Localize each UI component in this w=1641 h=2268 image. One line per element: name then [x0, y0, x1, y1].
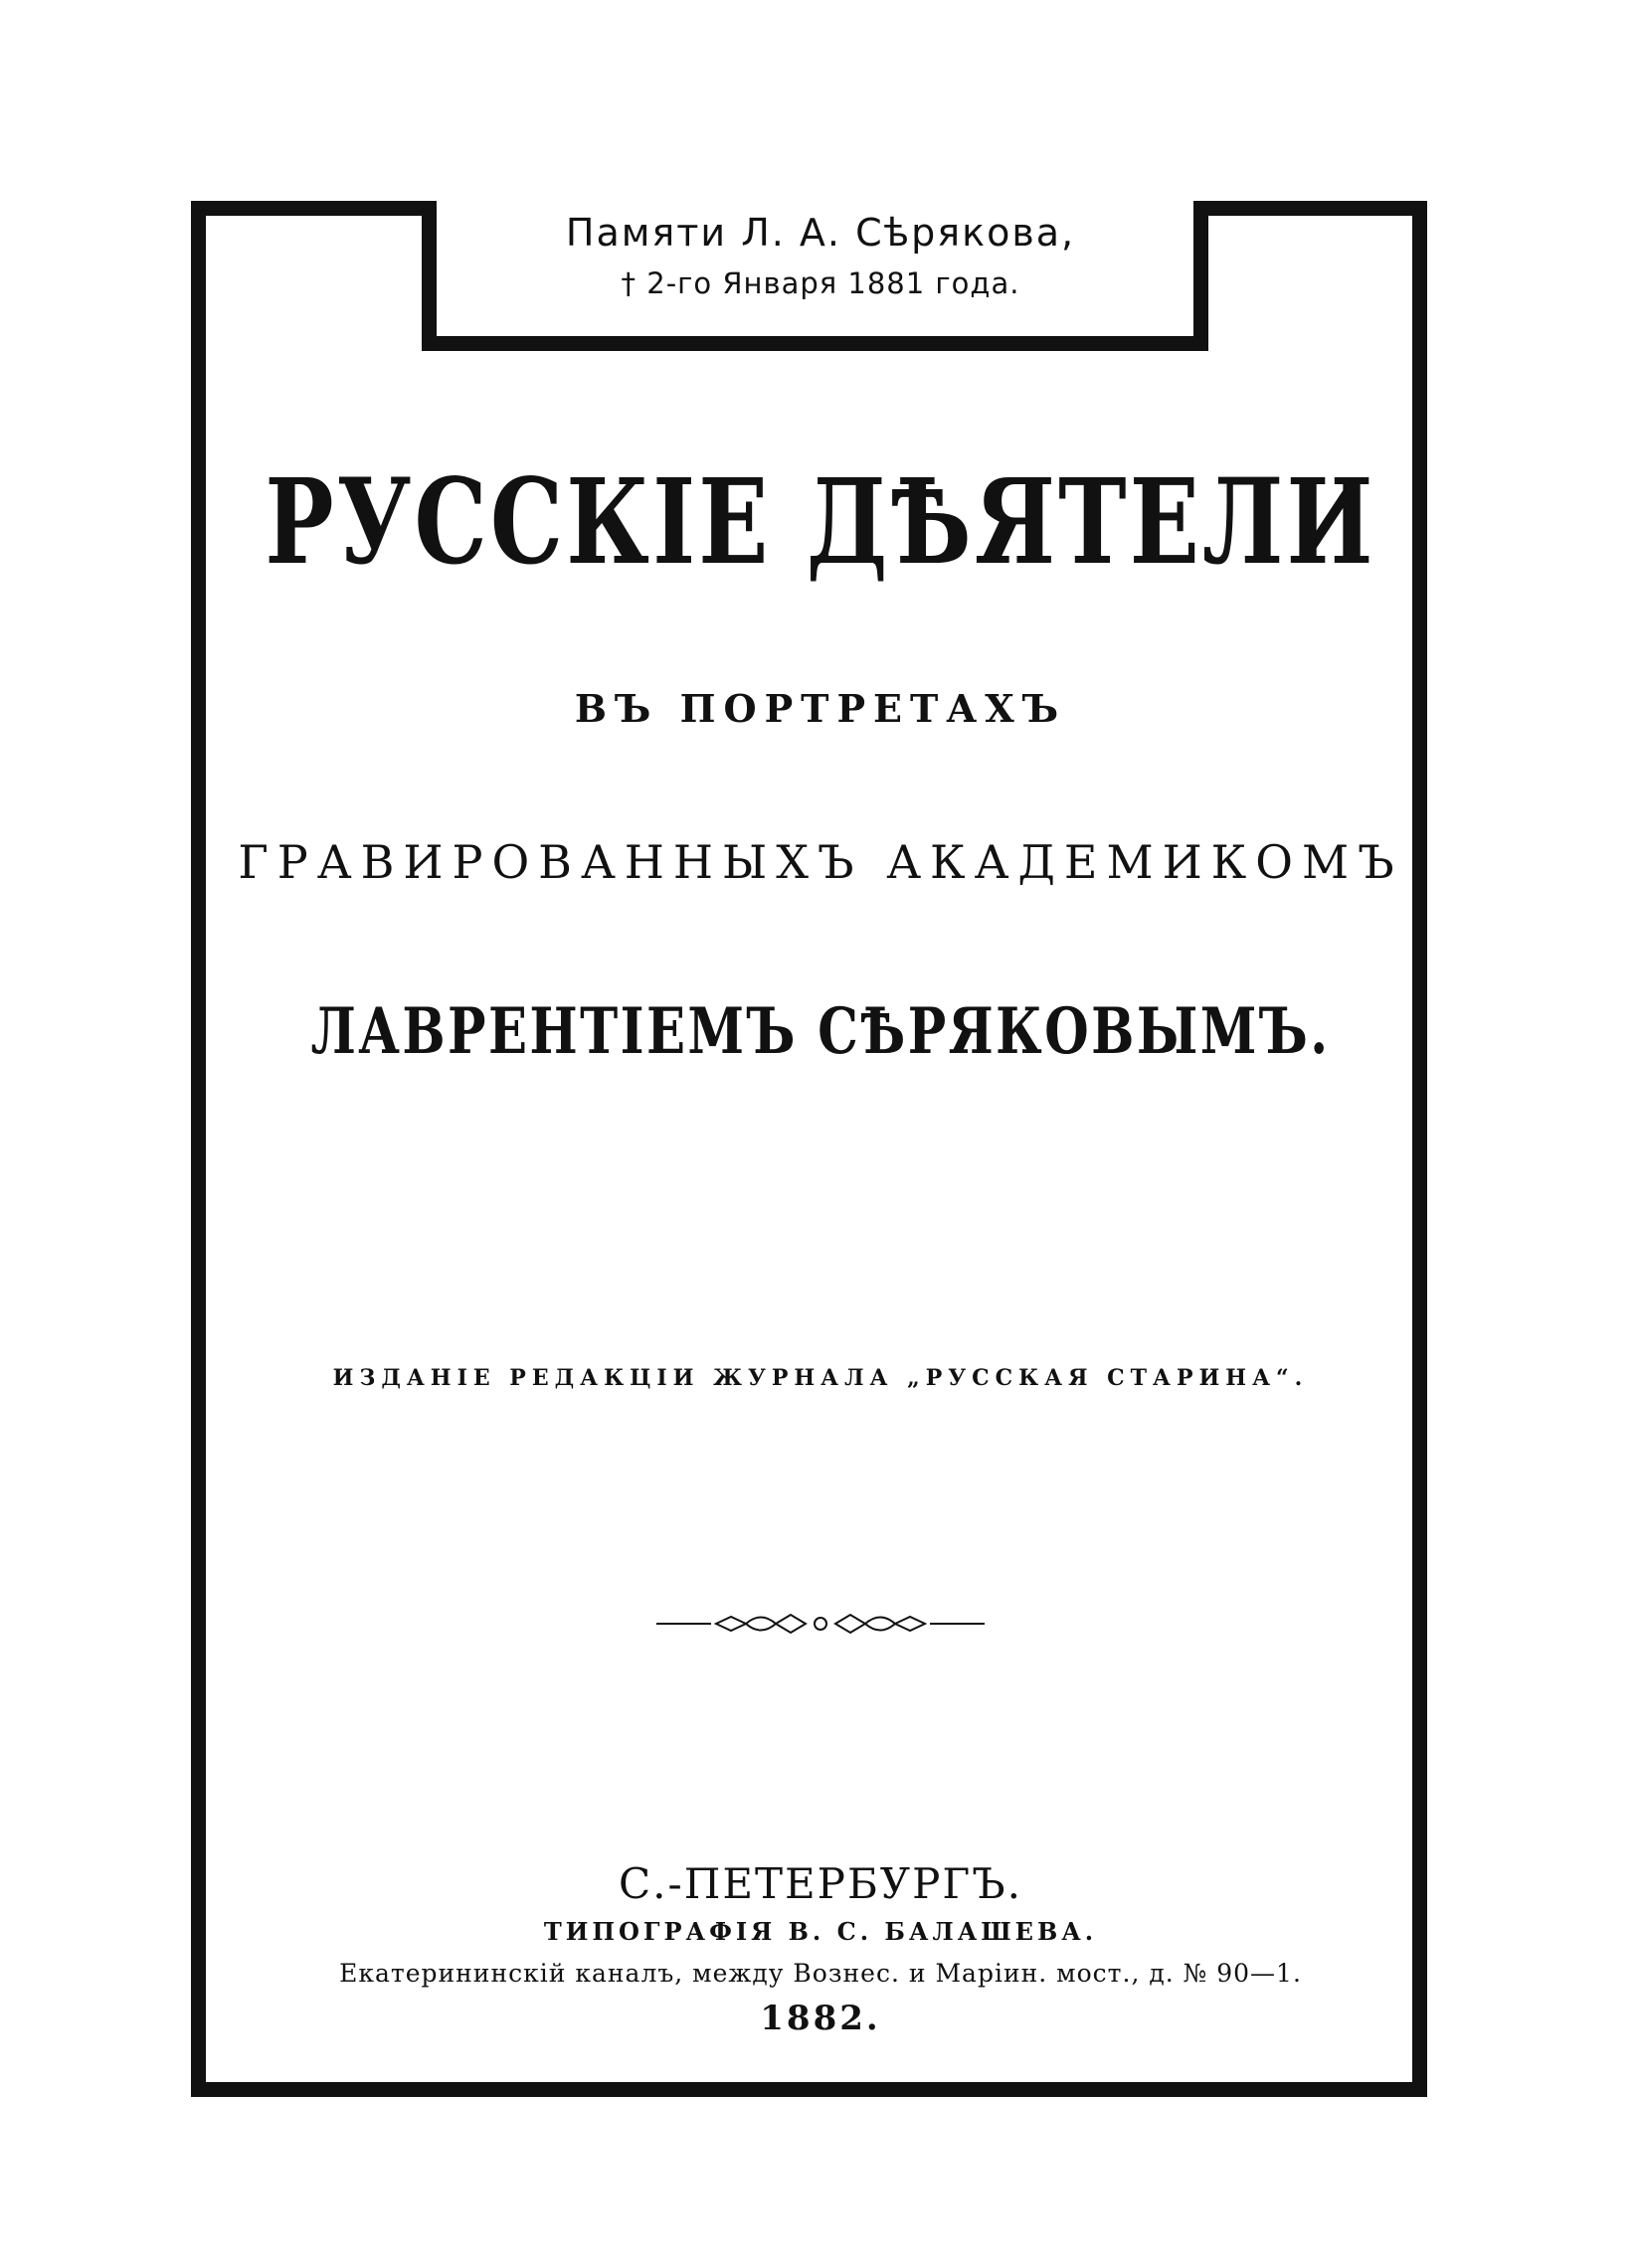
- ornament-divider-icon: [656, 1609, 985, 1639]
- imprint-printer: ТИПОГРАФІЯ В. С. БАЛАШЕВА.: [543, 1917, 1098, 1946]
- page-title: РУССКІЕ ДѢЯТЕЛИ: [265, 452, 1376, 591]
- memorial-date: † 2-го Января 1881 года.: [621, 266, 1020, 300]
- imprint-address: Екатерининскій каналъ, между Вознес. и Маріин. мост., д. № 90—1.: [339, 1959, 1302, 1988]
- subtitle-engraved: ГРАВИРОВАННЫХЪ АКАДЕМИКОМЪ: [238, 835, 1403, 889]
- imprint-year: 1882.: [760, 1999, 881, 2038]
- publisher-note: ИЗДАНІЕ РЕДАКЦІИ ЖУРНАЛА „РУССКАЯ СТАРИНА“.: [332, 1365, 1309, 1391]
- memorial-dedication: Памяти Л. А. Сѣрякова,: [565, 211, 1076, 255]
- engraver-name: ЛАВРЕНТІЕМЪ СѢРЯКОВЫМЪ.: [310, 994, 1331, 1069]
- imprint-city: С.-ПЕТЕРБУРГЪ.: [619, 1859, 1022, 1908]
- subtitle-portraits: ВЪ ПОРТРЕТАХЪ: [574, 686, 1067, 731]
